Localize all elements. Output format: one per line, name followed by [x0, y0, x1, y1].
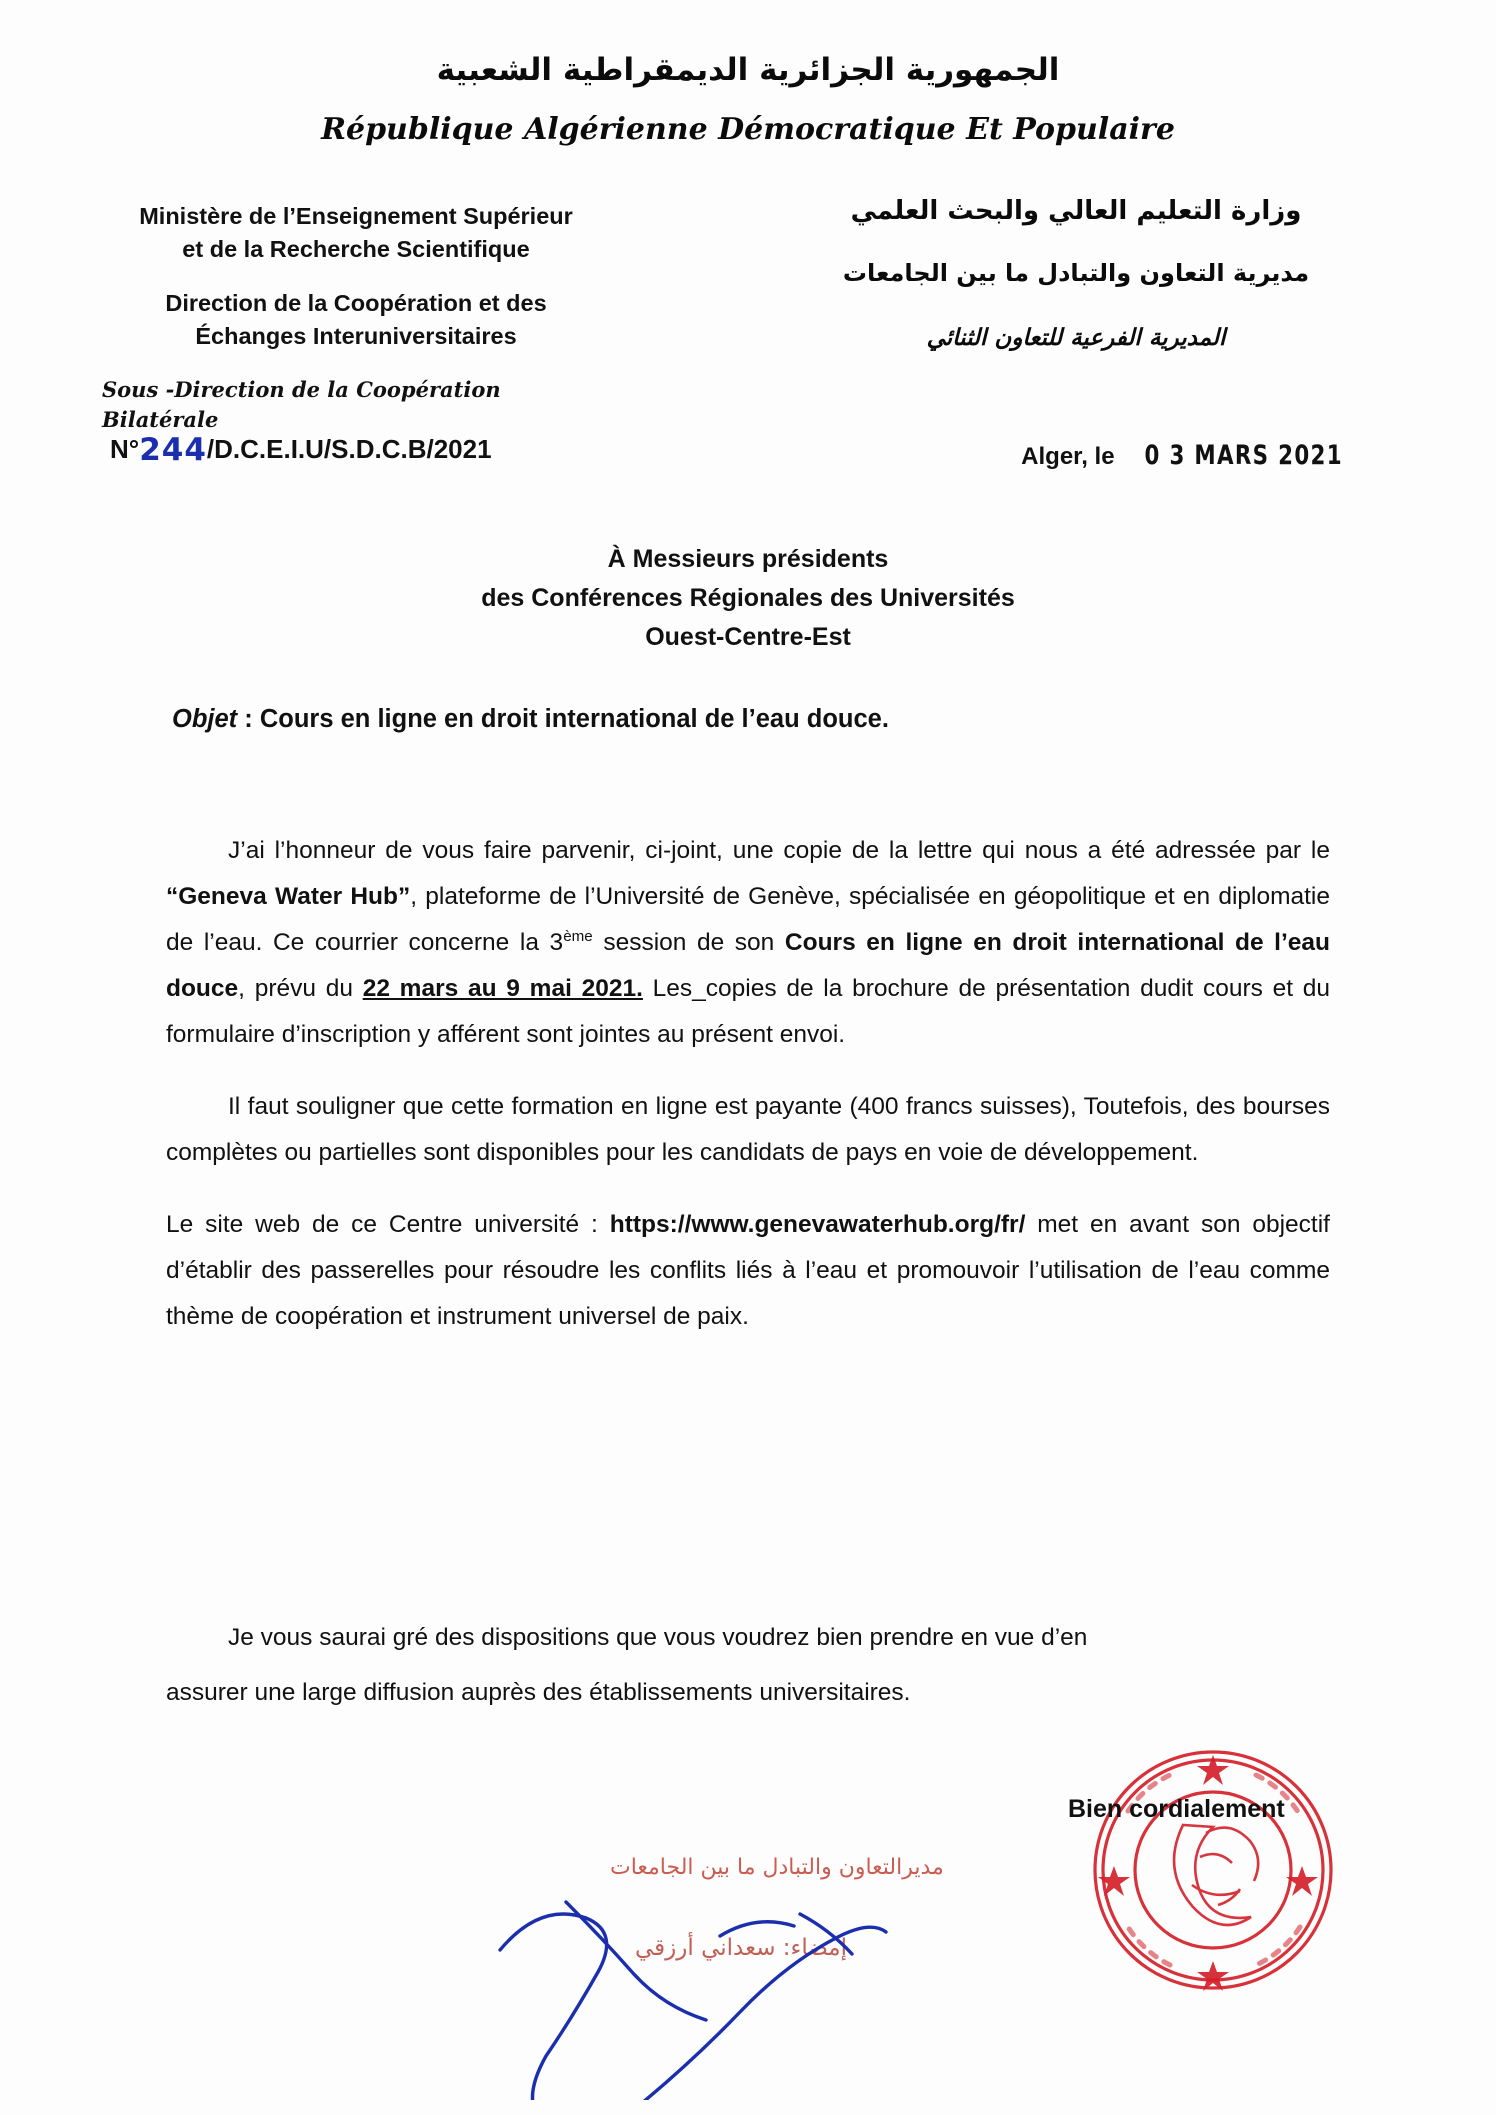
ministry-line-2: et de la Recherche Scientifique — [182, 236, 530, 263]
letter-closing — [166, 1610, 1330, 1720]
body-paragraph-1 — [166, 828, 1330, 1058]
addressee-block — [0, 540, 1496, 656]
p1-course-dates: 22 mars au 9 mai 2021. — [362, 975, 643, 1003]
ministry-arabic-line-1: وزارة التعليم العالي والبحث العلمي — [850, 196, 1302, 226]
website-url[interactable]: https://www.genevawaterhub.org/fr/ — [609, 1211, 1026, 1239]
sous-direction-line: Sous -Direction de la Coopération Bilatérale — [102, 377, 501, 433]
closing-salutation: Bien cordialement — [1068, 1795, 1285, 1823]
subject-separator: : — [237, 705, 260, 733]
p3-part-b: met en avant son objectif d’établir des passerelles pour résoudre les conflits liés à l’eau et promouvoir l’utilisation de l’eau comme thème de coopération et instrument universel de paix. — [166, 1211, 1330, 1331]
date-place-label: Alger, le — [1021, 443, 1115, 470]
subject-text: Cours en ligne en droit international de l’eau douce. — [259, 705, 889, 733]
date-stamp-value: 0 3 MARS 2021 — [1144, 440, 1343, 471]
national-header-arabic: الجمهورية الجزائرية الديمقراطية الشعبية — [436, 52, 1060, 88]
p1-ordinal-suffix: ème — [563, 927, 593, 945]
p1-geneva-water-hub: “Geneva Water Hub” — [166, 883, 411, 911]
ministry-block-french — [96, 200, 616, 435]
p1-course-title: Cours en ligne en droit international de l’eau douce — [166, 929, 1331, 1003]
date-line — [1021, 440, 1356, 471]
addressee-line-1: À Messieurs présidents — [607, 545, 889, 573]
p1-part-f: , prévu du — [238, 975, 363, 1003]
official-seal-stamp — [1088, 1745, 1338, 1995]
p1-part-d: session de son — [592, 929, 785, 957]
letter-body — [166, 828, 1330, 1366]
subject-line — [172, 705, 889, 734]
body-paragraph-3 — [166, 1202, 1330, 1340]
subject-label: Objet — [172, 705, 238, 733]
closing-line-1: Je vous saurai gré des dispositions que vous voudrez bien prendre en vue d’en — [228, 1624, 1088, 1651]
ministry-arabic-line-3: المديرية الفرعية للتعاون الثنائي — [926, 324, 1226, 351]
direction-line-1: Direction de la Coopération et des — [165, 289, 547, 316]
p1-part-h: Les_copies de la brochure de présentation dudit cours et du formulaire d’inscription y afférent sont jointes au présent envoi. — [166, 975, 1331, 1049]
p1-part-a: J’ai l’honneur de vous faire parvenir, ci-joint, une copie de la lettre qui nous a été adressée par le — [228, 837, 1330, 864]
body-paragraph-2: Il faut souligner que cette formation en ligne est payante (400 francs suisses), Toutefois, des bourses complètes ou partielles sont disponibles pour les candidats de pays en voie de développement. — [166, 1093, 1330, 1167]
addressee-line-3: Ouest-Centre-Est — [645, 622, 851, 651]
p3-part-a: Le site web de ce Centre université : — [166, 1211, 610, 1239]
direction-line-2: Échanges Interuniversitaires — [195, 323, 517, 350]
reference-prefix: N° — [110, 434, 140, 464]
closing-line-2: assurer une large diffusion auprès des établissements universitaires. — [166, 1679, 911, 1707]
national-header-french: République Algérienne Démocratique Et Populaire — [321, 112, 1175, 147]
p1-part-c: , plateforme de l’Université de Genève, spécialisée en géopolitique et en diplomatie de l’eau. Ce courrier concerne la 3 — [166, 883, 1330, 957]
signer-name-arabic: إمضاء: سعداني أرزقي — [635, 1935, 848, 1961]
ministry-arabic-line-2: مديرية التعاون والتبادل ما بين الجامعات — [842, 259, 1310, 287]
addressee-line-2: des Conférences Régionales des Universités — [481, 583, 1015, 612]
signer-title-arabic: مديرالتعاون والتبادل ما بين الجامعات — [610, 1855, 944, 1880]
reference-number-handwritten: 244 — [139, 432, 207, 468]
reference-suffix: /D.C.E.I.U/S.D.C.B/2021 — [206, 434, 492, 464]
ministry-block-arabic — [796, 192, 1356, 356]
reference-number — [110, 432, 492, 468]
ministry-line-1: Ministère de l’Enseignement Supérieur — [139, 203, 573, 229]
